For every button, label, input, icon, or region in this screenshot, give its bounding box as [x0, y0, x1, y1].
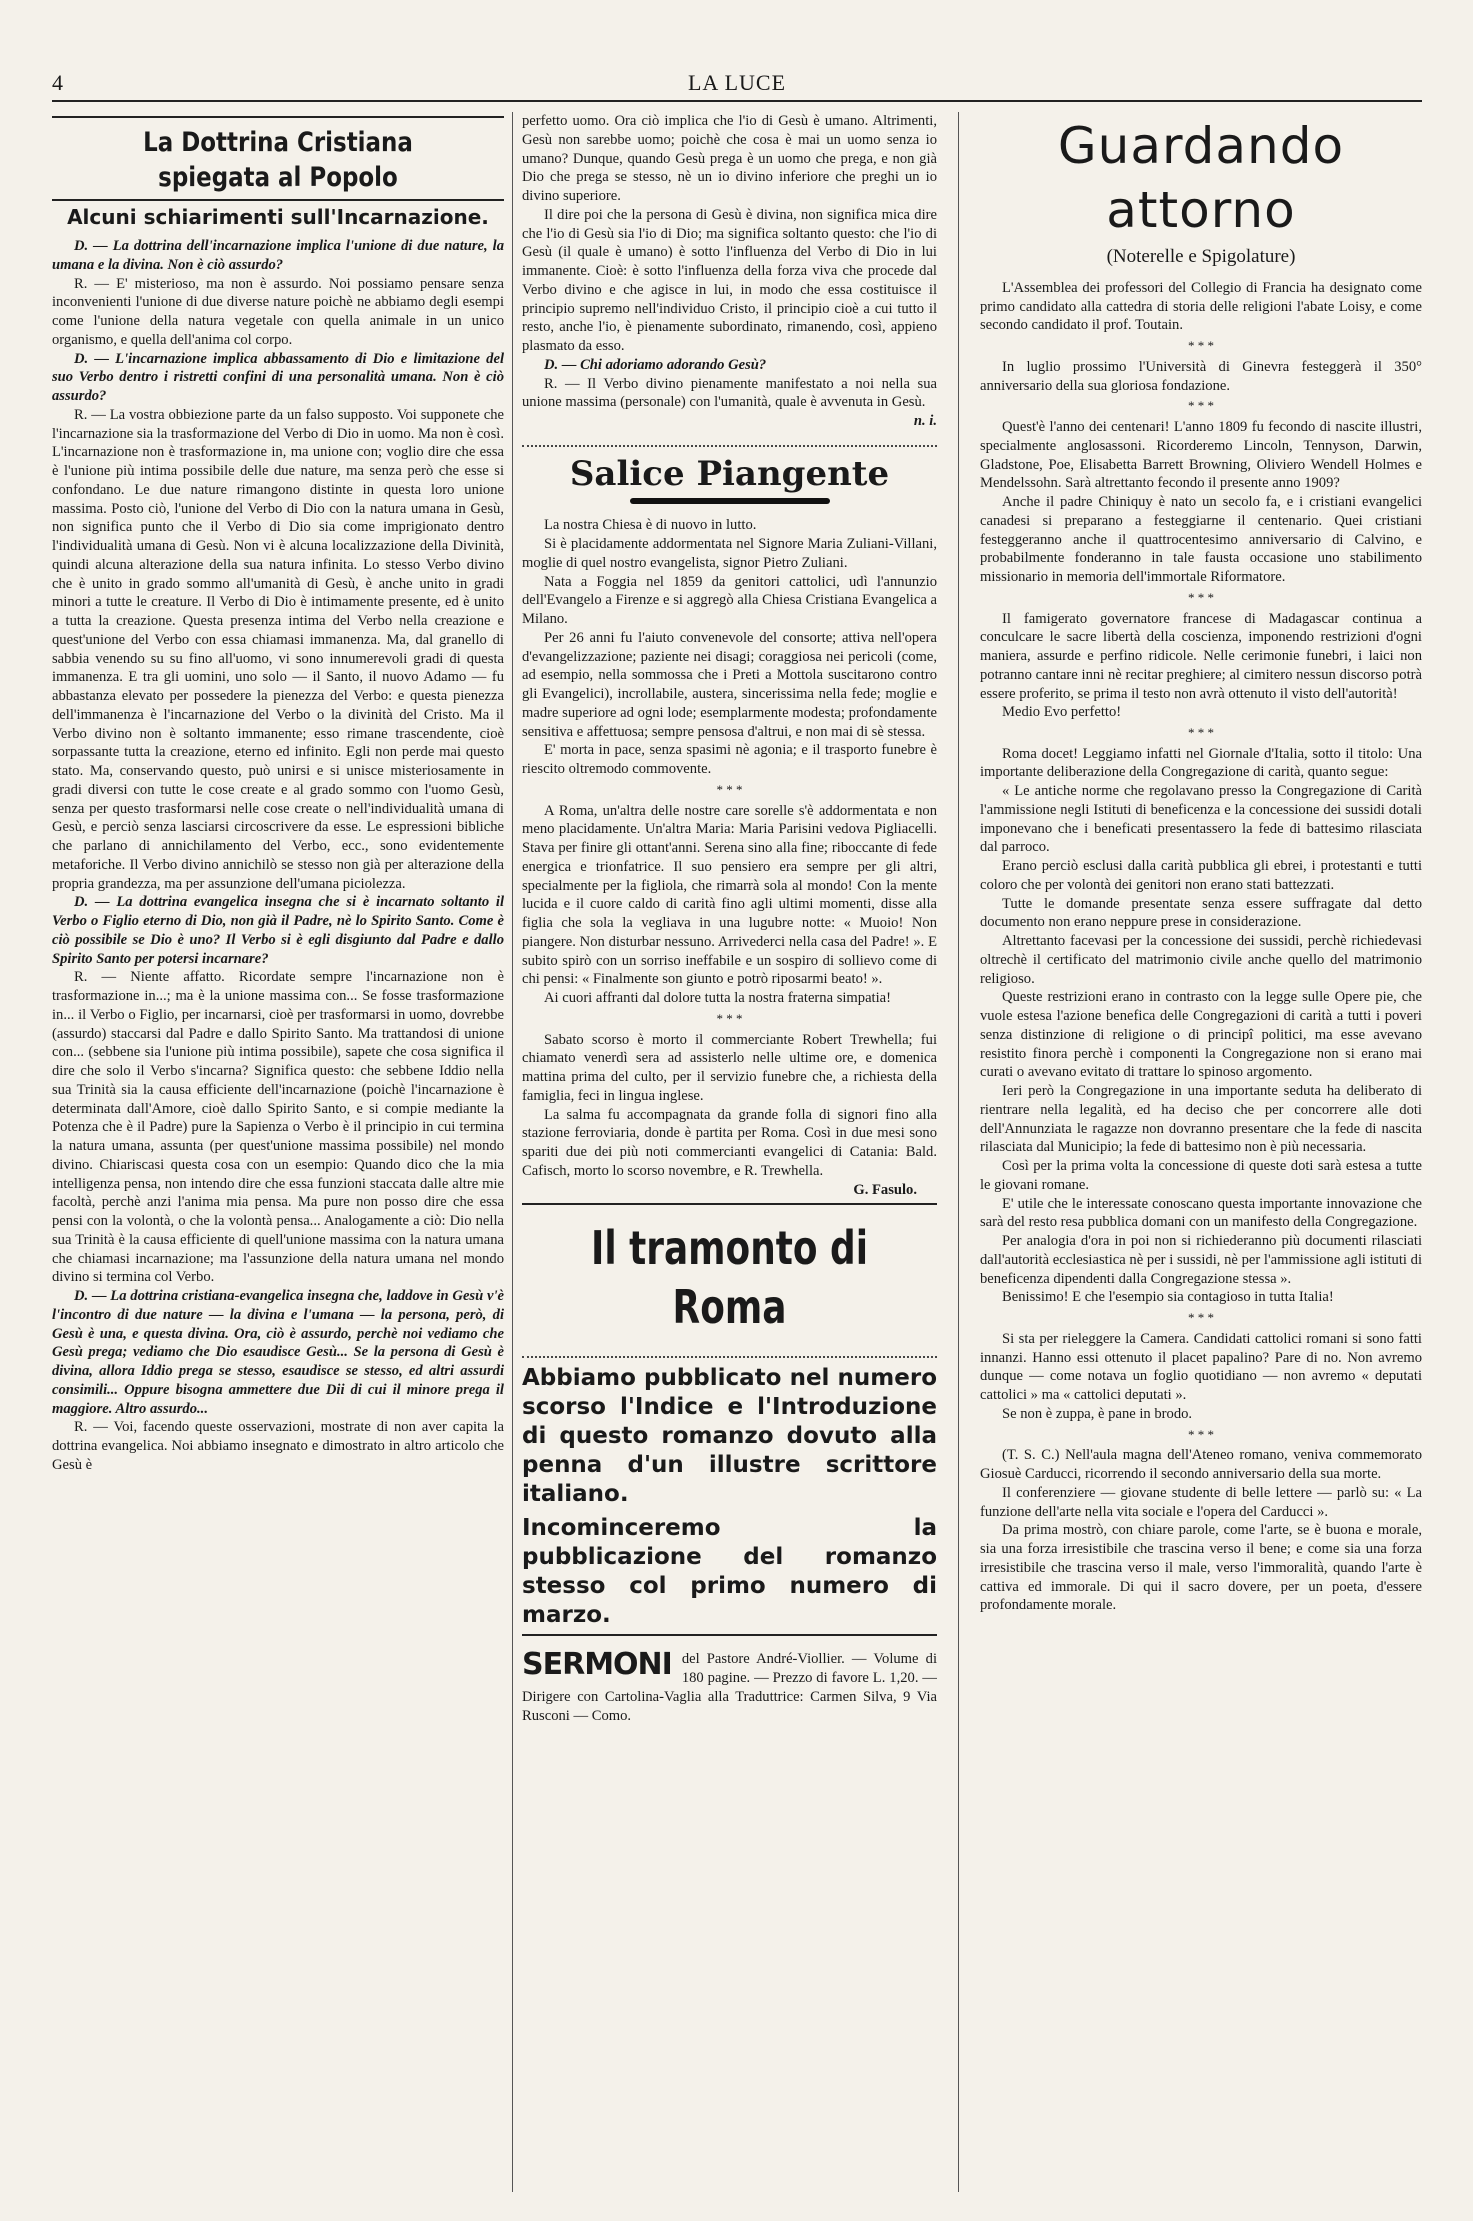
column-divider	[958, 112, 959, 2192]
title-rule	[52, 199, 504, 201]
asterism: * * *	[1188, 338, 1214, 354]
obituary-paragraph: Sabato scorso è morto il commerciante Robert Trewhella; fui chiamato venerdì sera ad assisterlo nelle ultime ore, e domenica mattina prima del culto, per il servizio funebre che, a richiesta della famiglia, feci in lingua inglese.	[522, 1031, 937, 1104]
obituary-paragraph: A Roma, un'altra delle nostre care sorelle s'è addormentata e non meno placidamente. Un'altra Maria: Maria Parisini vedova Pigliacelli. Stava per finire gli ottant'anni. Serena sino alla fine; riboccante di fede energica e trionfatrice. Il suo pensiero era sempre per gli altri, specialmente per la figliola, che rimarrà sola al mondo! Con la mente lucida e il cuore caldo di carità fino agli ultimi momenti, disse alla figlia che sola la vegliava in una lugubre notte: « Muoio! Non piangere. Non disturbar nessuno. Arrivederci nella casa del Padre! ». E subito spirò con un sorriso ineffabile e un sospiro di sollievo come di chi pensi: « Finalmente son giunto e potrò riposarmi beato! ».	[522, 802, 937, 988]
question-paragraph: D. — La dottrina cristiana-evangelica insegna che, laddove in Gesù v'è l'incontro di due nature — la divina e l'umana — la persona, però, di Gesù è una, e questa divina. Ora, ciò è assurdo, perchè noi vediamo che Gesù prega; vediamo che Dio esaudisce Gesù... Se la persona di Gesù è divina, allora Iddio prega se stesso, esaudisce se stesso, ed altri assurdi consimili... Oppure bisogna ammettere due Dii di cui il minore prega il maggiore. Altro assurdo...	[52, 1288, 504, 1417]
top-rule	[52, 116, 504, 118]
note-paragraph: Il conferenziere — giovane studente di belle lettere — parlò su: « La funzione dell'arte nella vita sociale e l'opera del Carducci ».	[980, 1484, 1422, 1520]
obituary-paragraph: Per 26 anni fu l'aiuto convenevole del consorte; attiva nell'opera d'evangelizzazione; paziente nei disagi; coraggiosa nei pericoli (come, ad esempio, nella sommossa che i Preti a Mottola suscitarono contro gli Evangelici), incrollabile, austera, sincerissima nella fede; moglie e madre superiore ad ogni lode; esemplarmente modesta; profondamente sensitiva e affettuosa; sempre pensosa d'altrui, e non mai di sè stessa.	[522, 629, 937, 740]
obituary-paragraph: La nostra Chiesa è di nuovo in lutto.	[544, 517, 757, 534]
asterism: * * *	[1188, 1426, 1214, 1442]
sermoni-advertisement	[522, 1647, 937, 1725]
answer-paragraph: R. — Voi, facendo queste osservazioni, mostrate di non aver capita la dottrina evangelica. Noi abbiamo insegnato e dimostrato in altro articolo che Gesù è	[52, 1419, 504, 1473]
asterism: * * *	[1188, 398, 1214, 414]
question-paragraph: D. — La dottrina dell'incarnazione implica l'unione di due nature, la umana e la divina. Non è ciò assurdo?	[52, 238, 504, 273]
answer-paragraph: R. — La vostra obbiezione parte da un falso supposto. Voi supponete che l'incarnazione sia la trasformazione del Verbo di Dio in uomo. Ma non è così. L'incarnazione non è trasformazione in, ma unione con; voglio dire che essa è l'unione più intima possibile delle due nature, ma senza però che esse si confondano. Le due nature rimangono distinte in questa loro unione massima. Posto ciò, l'unione del Verbo di Dio con la natura umana in Gesù, non significa punto che il Verbo di Dio sia come imprigionato dentro l'individualità umana di Gesù. Non vi è alcuna localizzazione della Divinità, quindi alcuna alterazione della sua natura infinita. Lo stesso Verbo divino che è unito in grado sommo all'umanità di Gesù, è anche unito in gradi minori a tutte le creature. Il Verbo di Dio è intimamente presente, ed è unito a tutta la creazione. Questa presenza intima del Verbo nella creazione e quest'unione del Verbo con essa chiamasi immanenza. Ma, dal granello di sabbia venendo su su fino all'uomo, vi sono innumerevoli gradi di questa immanenza. E tra gli uomini, uno solo — il Santo, il nuovo Adamo — fu abbastanza elevato per possedere la pienezza del Verbo: e questa pienezza dell'immanenza è l'incarnazione del Verbo o la divinità del Cristo. Ma il Verbo divino non è soltanto immanente; esso rimane trascendente, cioè sorpassante tutta la creazione, eterno ed infinito. Egli non perde mai questo stato. Ma, conservando questo, può unirsi e si unisce misteriosamente in gradi diversi con tutte le cose create e al grado sommo con l'uomo Gesù, senza per questo trasformarsi nelle cose create o nell'individualità umana di Gesù, e perciò senza lasciarsi circoscrivere da esse. Le espressioni bibliche che parlano di annichilamento del Verbo, ecc., sono evidentemente metaforiche. Il Verbo divino annichilò se stesso non già per alterazione della propria grandezza, ma per assunzione dell'umana piciolezza.	[52, 406, 504, 892]
wavy-separator	[522, 437, 937, 447]
note-paragraph: Altrettanto facevasi per la concessione dei sussidi, perchè richiedevasi oltrechè il certificato del matrimonio civile anche quello del matrimonio religioso.	[980, 933, 1422, 987]
note-paragraph: Per analogia d'ora in poi non si richiederanno più documenti rilasciati dall'autorità ecclesiastica nè per i sussidi, nè per l'ammissione agli istituti di beneficenza dipendenti dalla Congregazione stessa ».	[980, 1233, 1422, 1287]
note-paragraph: Benissimo! E che l'esempio sia contagioso in tutta Italia!	[1002, 1289, 1334, 1306]
note-paragraph: E' utile che le interessate conoscano questa importante innovazione che sarà del resto resa pubblica domani con un manifesto della Congregazione.	[980, 1195, 1422, 1231]
note-paragraph: « Le antiche norme che regolavano presso la Congregazione di Carità l'ammissione negli Istituti di beneficenza e la concessione dei sussidi dotali imponevano che i beneficati presentassero la fede di battesimo rilasciata dal parroco.	[980, 783, 1422, 856]
tramonto-title: Il tramonto di Roma	[590, 1221, 869, 1335]
note-paragraph: Queste restrizioni erano in contrasto con la legge sulle Opere pie, che vuole estesa l'azione benefica delle Congregazioni di carità a tutti i poveri senza distinzione di religione o di principî politici, ma esse avevano resistito finora perchè i componenti la Congregazione non si erano mai curati o avevano evitato di trattare lo spinoso argomento.	[980, 989, 1422, 1081]
announcement-text: Incominceremo la pubblicazione del romanzo stesso col primo numero di marzo.	[522, 1514, 937, 1629]
wavy-separator	[522, 1348, 937, 1358]
note-paragraph: Se non è zuppa, è pane in brodo.	[1002, 1405, 1193, 1422]
answer-paragraph: R. — E' misterioso, ma non è assurdo. Noi possiamo pensare senza inconvenienti l'unione di due diverse nature poichè ne abbiamo degli esempi come l'unione della natura vegetale con quella animale in un unico organismo, e quella dell'anima col corpo.	[52, 275, 504, 348]
note-paragraph: Roma docet! Leggiamo infatti nel Giornale d'Italia, sotto il titolo: Una importante deliberazione della Congregazione di carità, quanto segue:	[980, 745, 1422, 781]
note-paragraph: Anche il padre Chiniquy è nato un secolo fa, e i cristiani evangelici canadesi si preparano a festeggiarne il centenario. Quei cristiani festeggeranno anche il quattrocentesimo anniversario di Calvino, e probabilmente fonderanno in tale fausta occasione uno stabilimento missionario in memoria dell'immortale Riformatore.	[980, 494, 1422, 586]
signature-initials: n. i.	[913, 413, 937, 429]
asterism: * * *	[716, 1010, 743, 1026]
article-subtitle: Alcuni schiarimenti sull'Incarnazione.	[67, 205, 489, 230]
note-paragraph: Si sta per rieleggere la Camera. Candidati cattolici romani si sono fatti innanzi. Hanno essi ottenuto il placet papalino? Pare di no. Non avremo dunque — come notava un foglio quotidiano — non avremo « deputati cattolici » ma « cattolici deputati ».	[980, 1330, 1422, 1404]
note-paragraph: In luglio prossimo l'Università di Ginevra festeggerà il 350° anniversario della sua gloriosa fondazione.	[980, 358, 1422, 394]
page-number: 4	[52, 70, 63, 95]
note-paragraph: Medio Evo perfetto!	[1002, 704, 1122, 721]
note-paragraph: Erano perciò esclusi dalla carità pubblica gli ebrei, i protestanti e tutti coloro che per volontà dei genitori non erano stati battezzati.	[980, 858, 1422, 893]
note-paragraph: Ieri però la Congregazione in una importante seduta ha deliberato di rientrare nella legalità, ed ha deciso che per concorrere alle doti dell'Annunziata le ragazze non dovranno presentare che la fede di nascita rilasciata dal Municipio; la fede di battesimo non è più necessaria.	[980, 1083, 1422, 1156]
salice-piangente-title: Salice Piangente	[569, 453, 890, 494]
obituary-paragraph: La salma fu accompagnata da grande folla di signori fino alla stazione ferroviaria, donde è partita per Roma. Così in due mesi sono spariti due dei più noti commercianti evangelici di Catania: Bald. Cafisch, morto lo scorso novembre, e R. Trewhella.	[522, 1106, 937, 1179]
article-title: La Dottrina Cristiana spiegata al Popolo	[143, 127, 413, 193]
middle-column	[522, 112, 937, 2202]
answer-paragraph: R. — Il Verbo divino pienamente manifestato a noi nella sua unione massima (personale) con l'umanità, quale è avvenuta in Gesù.	[522, 375, 937, 411]
question-paragraph: D. — Chi adoriamo adorando Gesù?	[544, 356, 767, 373]
obituary-paragraph: Ai cuori affranti dal dolore tutta la nostra fraterna simpatia!	[544, 990, 892, 1007]
column-divider	[512, 112, 513, 2192]
newspaper-title: LA LUCE	[687, 70, 787, 95]
section-rule	[522, 1634, 937, 1636]
ad-keyword: SERMONI	[522, 1647, 672, 1683]
column-subtitle: (Noterelle e Spigolature)	[1106, 245, 1296, 267]
note-paragraph: Da prima mostrò, con chiare parole, come l'arte, se è buona e morale, sia una forza irresistibile che trascina verso il bene; e come sia una forza irresistibile che trascina verso il male, verso l'immoralità, quando l'arte è cattiva ed immorale. Di qui il sacro dovere, per un poeta, d'essere profondamente morale.	[980, 1522, 1422, 1614]
obituary-paragraph: Si è placidamente addormentata nel Signore Maria Zuliani-Villani, moglie di quel nostro evangelista, signor Pietro Zuliani.	[522, 536, 937, 571]
obituary-paragraph: Nata a Foggia nel 1859 da genitori cattolici, udì l'annunzio dell'Evangelo a Firenze e si aggregò alla Chiesa Cristiana Evangelica a Milano.	[522, 573, 937, 628]
note-paragraph: Il famigerato governatore francese di Madagascar continua a conculcare le sacre libertà della coscienza, imponendo restrizioni d'ogni maniera, assurde e perfino ridicole. Nelle cerimonie funebri, i laici non potranno cantare inni nè recitar preghiere; al cimitero nessun discorso potrà essere proferito, se prima il testo non avrà ottenuto il visto dell'autorità!	[980, 610, 1422, 702]
asterism: * * *	[1188, 1310, 1214, 1326]
ad-text: del Pastore André-Viollier. — Volume di 180 pagine. — Prezzo di favore L. 1,20. — Dirigere con Cartolina-Vaglia alla Traduttrice: Carmen Silva, 9 Via Rusconi — Como.	[522, 1651, 937, 1724]
article-dottrina-cristiana	[52, 112, 504, 2202]
asterism: * * *	[716, 781, 743, 797]
asterism: * * *	[1188, 725, 1214, 741]
note-paragraph: Tutte le domande presentate senza essere suffragate dal detto documento non erano neppure prese in considerazione.	[980, 895, 1422, 931]
note-paragraph: L'Assemblea dei professori del Collegio di Francia ha designato come primo candidato alla cattedra di storia delle religioni l'abate Loisy, e come secondo candidato il prof. Toutain.	[980, 279, 1422, 334]
title-ornament	[630, 498, 830, 504]
answer-paragraph: R. — Niente affatto. Ricordate sempre l'incarnazione non è trasformazione in...; ma è la unione massima con... Se fosse trasformazione in... il Verbo o Figlio, per incarnarsi, cioè per trasformarsi in uomo, dovrebbe (assurdo) staccarsi dal Padre e dallo Spirito Santo. Ma trattandosi di unione con... (sebbene sia l'unione più intima possibile), sapete che cosa significa il dire che solo il Verbo s'incarna? Significa questo: che sebbene Iddio nella sua Trinità sia la causa efficiente dell'incarnazione (poichè l'incarnazione è determinata dall'Amore, cioè dallo Spirito Santo, e si compie mediante la Potenza che è il Padre) pure la Sapienza o Verbo è il principio in cui termina la natura umana, assunta (per quest'unione massima possibile) nel mondo divino. Chiariscasi questa cosa con un esempio: Quando dico che la mia intelligenza pensa, non intendo dire che essa funzioni staccata dalle altre mie facoltà, perchè anzi l'anima mia pensa. Ma pure non posso dire che essa pensi con la volontà, o che la volontà pensa... Analogamente a ciò: Dio nella sua Trinità è la causa efficiente di quell'unione massima con la natura umana che chiamasi incarnazione; ma l'assunzione della natura umana nel mondo divino si termina col Verbo.	[52, 969, 504, 1286]
asterism: * * *	[1188, 589, 1214, 605]
article-paragraph: Il dire poi che la persona di Gesù è divina, non significa mica dire che l'io di Gesù sia l'io di Dio; ma significa soltanto questo: che l'io di Gesù (il quale è umano) è sotto l'influenza del Verbo di Dio in lui immanente. Cioè: è sotto l'influenza della forza viva che procede dal Verbo divino e che agisce in lui, in modo che essa costituisce il principio supremo nell'individuo Cristo, il principio cioè a cui tutto il resto, anche l'io, è pienamente subordinato, rimanendo, così, appieno plasmato da esso.	[522, 206, 937, 354]
note-paragraph: Quest'è l'anno dei centenari! L'anno 1809 fu fecondo di nascite illustri, specialmente anglosassoni. Ricorderemo Lincoln, Tennyson, Darwin, Gladstone, Poe, Elisabetta Barrett Browning, Oliviero Wendell Holmes e Mendelssohn. Sarà altrettanto fecondo il presente anno 1909?	[980, 419, 1422, 492]
section-rule	[522, 1203, 937, 1205]
header-rule	[52, 100, 1422, 102]
note-paragraph: Così per la prima volta la concessione di queste doti sarà estesa a tutte le giovani romane.	[980, 1158, 1422, 1193]
article-continuation: perfetto uomo. Ora ciò implica che l'io di Gesù è umano. Altrimenti, Gesù non sarebbe uomo; poichè che cosa è mai un uomo senza io umano? Dunque, quando Gesù prega è un uomo che prega, e non già Dio che prega se stesso, nè un io divino inferiore che preghi un io divino superiore.	[522, 113, 937, 204]
question-paragraph: D. — La dottrina evangelica insegna che si è incarnato soltanto il Verbo o Figlio eterno di Dio, non già il Padre, nè lo Spirito Santo. Come è ciò possibile se Dio è uno? Il Verbo si è egli disgiunto dal Padre e dallo Spirito Santo per potersi incarnare?	[52, 894, 504, 967]
obituary-paragraph: E' morta in pace, senza spasimi nè agonia; e il trasporto funebre è riescito oltremodo commovente.	[522, 742, 937, 778]
question-paragraph: D. — L'incarnazione implica abbassamento di Dio e limitazione del suo Verbo dentro i ristretti confini di una personalità umana. Non è ciò assurdo?	[52, 350, 504, 405]
column-title: Guardando attorno	[1057, 117, 1345, 240]
note-paragraph: (T. S. C.) Nell'aula magna dell'Ateneo romano, veniva commemorato Giosuè Carducci, ricorrendo il secondo anniversario della sua morte.	[980, 1447, 1422, 1483]
guardando-attorno-column	[980, 112, 1422, 2202]
page-header	[52, 62, 1422, 102]
signature: G. Fasulo.	[853, 1181, 917, 1198]
announcement-text: Abbiamo pubblicato nel numero scorso l'Indice e l'Introduzione di questo romanzo dovuto alla penna d'un illustre scrittore italiano.	[522, 1364, 937, 1508]
